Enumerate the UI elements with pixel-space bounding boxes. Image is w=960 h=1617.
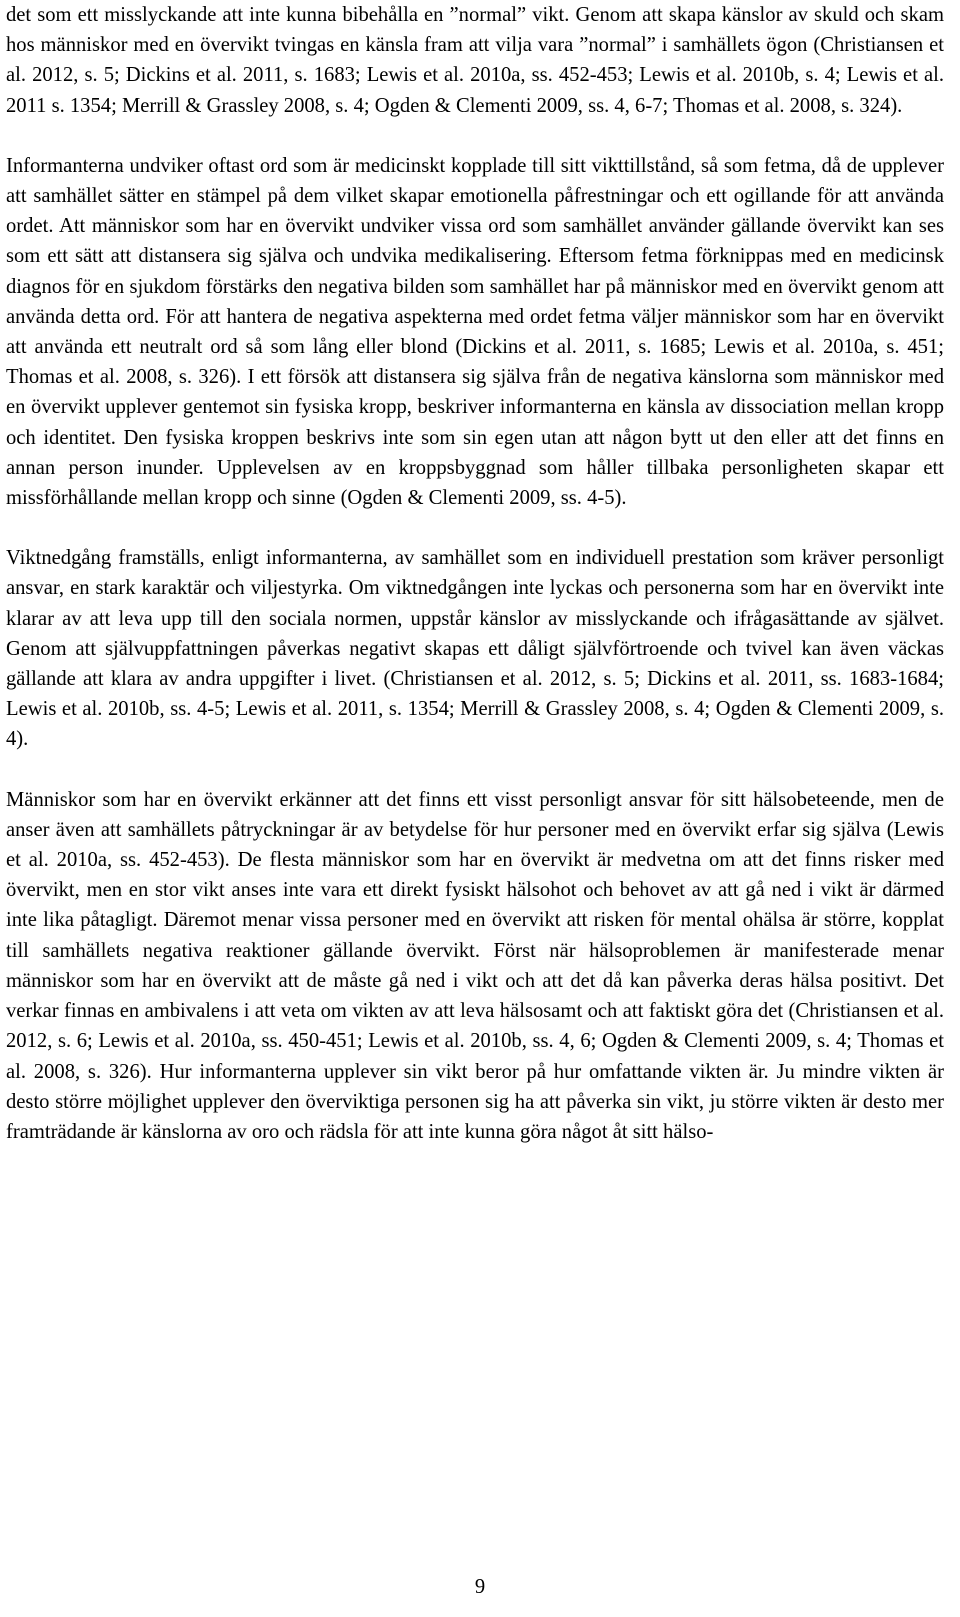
document-page — [6, 0, 944, 1147]
page-number: 9 — [474, 1576, 486, 1598]
paragraph-word-avoidance: Informanterna undviker oftast ord som är medicinskt kopplade till sitt vikttillstånd, så som fetma, då de upplever att samhället sätter en stämpel på dem vilket skapar emotionella påfrestningar och ett ogillande för att använda ordet. Att människor som har en övervikt undviker vissa ord som samhället använder gällande övervikt kan ses som ett sätt att distansera sig själva och undvika medikalisering. Eftersom fetma förknippas med en medicinsk diagnos för en sjukdom förstärks den negativa bilden som samhället har på människor med en övervikt genom att använda detta ord. För att hantera de negativa aspekterna med ordet fetma väljer människor som har en övervikt att använda ett neutralt ord så som lång eller blond (Dickins et al. 2011, s. 1685; Lewis et al. 2010a, s. 451; Thomas et al. 2008, s. 326). I ett försök att distansera sig själva från de negativa känslorna som människor med en övervikt upplever gentemot sin fysiska kropp, beskriver informanterna en känsla av dissociation mellan kropp och identitet. Den fysiska kroppen beskrivs inte som sin egen utan att någon bytt ut den eller att det finns en annan person inunder. Upplevelsen av en kroppsbyggnad som håller tillbaka personligheten skapar ett missförhållande mellan kropp och sinne (Ogden & Clementi 2009, ss. 4-5). — [6, 154, 944, 510]
paragraph-weight-loss: Viktnedgång framställs, enligt informanterna, av samhället som en individuell prestation som kräver personligt ansvar, en stark karaktär och viljestyrka. Om viktnedgången inte lyckas och personerna som har en övervikt inte klarar av att leva upp till den sociala normen, uppstår känslor av misslyckande och ifrågasättande av självet. Genom att självuppfattningen påverkas negativt skapas ett dåligt självförtroende och tvivel kan även väckas gällande att klara av andra uppgifter i livet. (Christiansen et al. 2012, s. 5; Dickins et al. 2011, ss. 1683-1684; Lewis et al. 2010b, ss. 4-5; Lewis et al. 2011, s. 1354; Merrill & Grassley 2008, s. 4; Ogden & Clementi 2009, s. 4). — [6, 547, 944, 751]
paragraph-continuation: det som ett misslyckande att inte kunna bibehålla en ”normal” vikt. Genom att skapa känslor av skuld och skam hos människor med en övervikt tvingas en känsla fram att vilja vara ”normal” i samhällets ögon (Christiansen et al. 2012, s. 5; Dickins et al. 2011, s. 1683; Lewis et al. 2010a, ss. 452-453; Lewis et al. 2010b, s. 4; Lewis et al. 2011 s. 1354; Merrill & Grassley 2008, s. 4; Ogden & Clementi 2009, ss. 4, 6-7; Thomas et al. 2008, s. 324). — [6, 4, 944, 117]
paragraph-responsibility: Människor som har en övervikt erkänner att det finns ett visst personligt ansvar för sitt hälsobeteende, men de anser även att samhällets påtryckningar är av betydelse för hur personer med en övervikt erfar sig själva (Lewis et al. 2010a, ss. 452-453). De flesta människor som har en övervikt är medvetna om att det finns risker med övervikt, men en stor vikt anses inte vara ett direkt fysiskt hälsohot och behovet av att gå ned i vikt är därmed inte lika påtagligt. Däremot menar vissa personer med en övervikt att risken för mental ohälsa är större, kopplat till samhällets negativa reaktioner gällande övervikt. Först när hälsoproblemen är manifesterade menar människor som har en övervikt att de måste gå ned i vikt och att det då kan påverka deras hälsa positivt. Det verkar finnas en ambivalens i att veta om vikten av att leva hälsosamt och att faktiskt göra det (Christiansen et al. 2012, s. 6; Lewis et al. 2010a, ss. 450-451; Lewis et al. 2010b, ss. 4, 6; Ogden & Clementi 2009, s. 4; Thomas et al. 2008, s. 326). Hur informanterna upplever sin vikt beror på hur omfattande vikten är. Ju mindre vikten är desto större möjlighet upplever den överviktiga personen sig ha att påverka sin vikt, ju större vikten är desto mer framträdande är känslorna av oro och rädsla för att inte kunna göra något åt sitt hälso- — [6, 788, 944, 1143]
